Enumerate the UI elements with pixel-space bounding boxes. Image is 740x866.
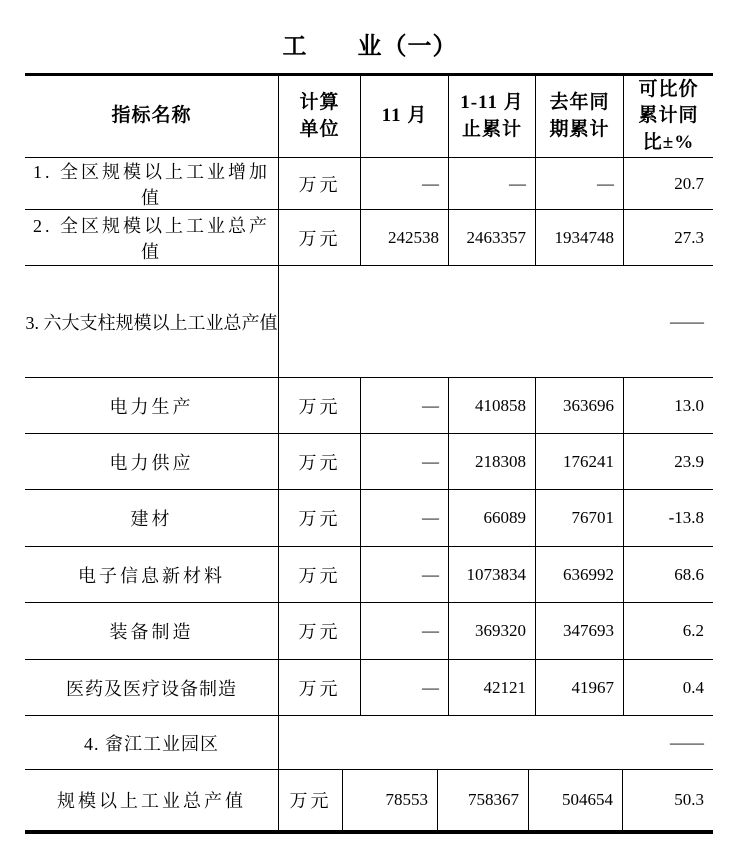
cell-yoy-percent: —— xyxy=(278,716,713,769)
cell-yoy-percent: 50.3 xyxy=(622,770,713,830)
table-row xyxy=(25,210,713,266)
table-row-group xyxy=(25,266,713,378)
cell-indicator: 医药及医疗设备制造 xyxy=(66,678,237,699)
cell-yoy-percent: -13.8 xyxy=(623,490,713,546)
cell-yoy-percent: 68.6 xyxy=(623,547,713,602)
cell-yoy-percent: 23.9 xyxy=(623,434,713,489)
cell-nov: — xyxy=(360,490,448,546)
cell-cumulative: 2463357 xyxy=(448,210,535,265)
table-row xyxy=(25,770,713,830)
header-label: 累计同 xyxy=(638,105,699,127)
cell-cumulative: 369320 xyxy=(448,603,535,659)
cell-indicator: 建材 xyxy=(130,509,173,529)
table-row xyxy=(25,158,713,210)
cell-cumulative: 1073834 xyxy=(448,547,535,602)
cell-indicator: 规模以上工业总产值 xyxy=(57,791,246,811)
cell-nov: — xyxy=(360,434,448,489)
header-label: 单位 xyxy=(299,118,340,140)
cell-indicator: 2. 全区规模以上工业总产值 xyxy=(33,215,270,262)
table-row xyxy=(25,547,713,603)
header-label: 1-11 月 xyxy=(460,92,524,114)
cell-indicator: 电子信息新材料 xyxy=(78,565,225,586)
header-label: 期累计 xyxy=(549,118,610,140)
cell-indicator: 装备制造 xyxy=(109,622,194,642)
table-row xyxy=(25,490,713,547)
cell-last-year: 76701 xyxy=(535,490,623,546)
cell-last-year: 176241 xyxy=(535,434,623,489)
cell-nov: — xyxy=(360,603,448,659)
cell-unit: 万元 xyxy=(278,378,360,433)
cell-indicator: 3. 六大支柱规模以上工业总产值 xyxy=(25,312,278,333)
cell-last-year: 1934748 xyxy=(535,210,623,265)
header-label: 可比价 xyxy=(638,79,699,101)
table-header-row xyxy=(25,76,713,158)
cell-unit: 万元 xyxy=(278,490,360,546)
header-indicator-name xyxy=(25,76,278,157)
cell-unit: 万元 xyxy=(278,770,342,830)
cell-nov: 242538 xyxy=(360,210,448,265)
cell-last-year: 363696 xyxy=(535,378,623,433)
cell-nov: 78553 xyxy=(342,770,437,830)
cell-indicator: 电力生产 xyxy=(109,396,194,417)
cell-indicator: 电力供应 xyxy=(109,452,194,473)
header-label: 止累计 xyxy=(461,118,522,140)
industry-table xyxy=(25,73,713,834)
cell-nov: — xyxy=(360,378,448,433)
header-label: 比±% xyxy=(642,131,695,153)
cell-last-year: — xyxy=(535,158,623,209)
cell-unit: 万元 xyxy=(278,603,360,659)
table-row xyxy=(25,660,713,716)
cell-last-year: 636992 xyxy=(535,547,623,602)
cell-yoy-percent: —— xyxy=(278,266,713,377)
header-last-year xyxy=(535,76,623,157)
header-label: 指标名称 xyxy=(111,105,192,127)
cell-yoy-percent: 27.3 xyxy=(623,210,713,265)
header-label: 去年同 xyxy=(549,92,610,114)
cell-unit: 万元 xyxy=(278,660,360,715)
cell-cumulative: 410858 xyxy=(448,378,535,433)
cell-nov: — xyxy=(360,158,448,209)
cell-last-year: 347693 xyxy=(535,603,623,659)
cell-yoy-percent: 13.0 xyxy=(623,378,713,433)
header-yoy-percent xyxy=(623,76,713,157)
header-cumulative xyxy=(448,76,535,157)
cell-indicator: 1. 全区规模以上工业增加值 xyxy=(33,161,270,208)
cell-yoy-percent: 0.4 xyxy=(623,660,713,715)
cell-nov: — xyxy=(360,547,448,602)
cell-cumulative: 66089 xyxy=(448,490,535,546)
header-november xyxy=(360,76,448,157)
cell-unit: 万元 xyxy=(278,547,360,602)
cell-cumulative: 758367 xyxy=(437,770,528,830)
table-row xyxy=(25,378,713,434)
table-row-group xyxy=(25,716,713,770)
header-label: 11 月 xyxy=(381,105,428,127)
header-unit xyxy=(278,76,360,157)
header-label: 计算 xyxy=(299,92,340,114)
cell-unit: 万元 xyxy=(278,158,360,209)
cell-cumulative: 42121 xyxy=(448,660,535,715)
cell-unit: 万元 xyxy=(278,210,360,265)
cell-indicator: 4. 畲江工业园区 xyxy=(84,733,219,754)
cell-last-year: 41967 xyxy=(535,660,623,715)
cell-yoy-percent: 20.7 xyxy=(623,158,713,209)
table-row xyxy=(25,603,713,660)
cell-nov: — xyxy=(360,660,448,715)
cell-cumulative: — xyxy=(448,158,535,209)
page-title: 工 业（一） xyxy=(282,34,458,60)
table-row xyxy=(25,434,713,490)
cell-cumulative: 218308 xyxy=(448,434,535,489)
cell-last-year: 504654 xyxy=(528,770,622,830)
cell-yoy-percent: 6.2 xyxy=(623,603,713,659)
cell-unit: 万元 xyxy=(278,434,360,489)
